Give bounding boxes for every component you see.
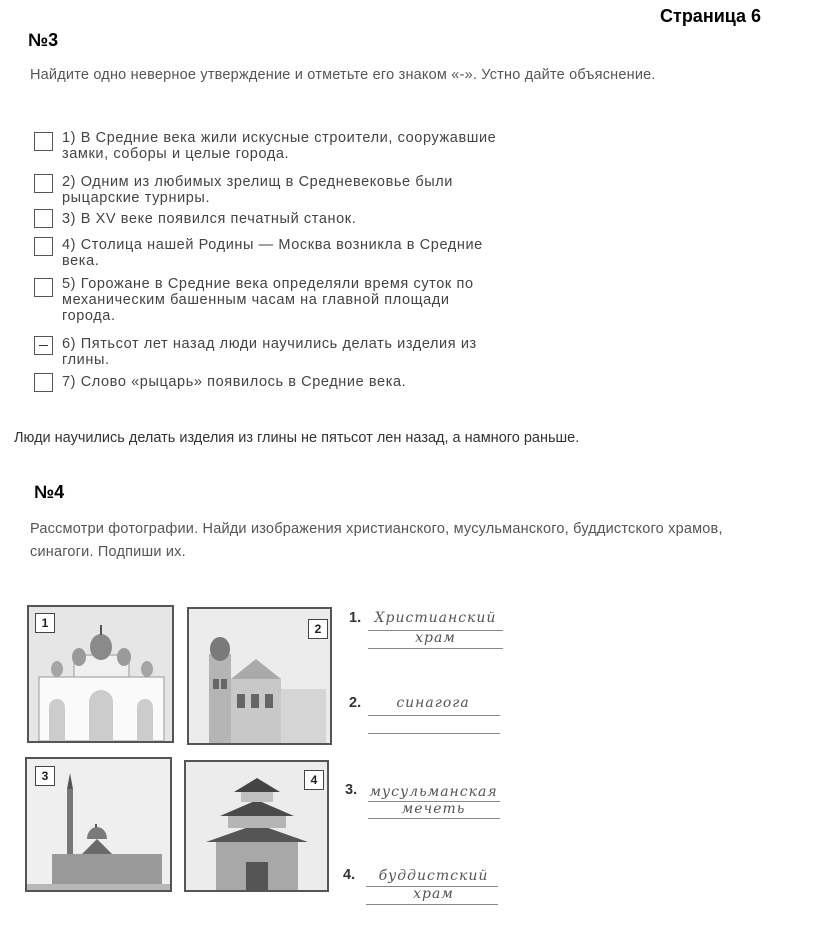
statement-text: 6) Пятьсот лет назад люди научились делать изделия из глины. <box>62 336 477 368</box>
answer-checkbox[interactable] <box>34 174 53 193</box>
task4-number: №4 <box>34 482 65 502</box>
statement-item <box>34 211 504 231</box>
photo-cathedral <box>27 605 174 743</box>
answer-number: 1. <box>349 610 362 626</box>
statement-text: 4) Столица нашей Родины — Москва возникла в Средние века. <box>62 237 483 269</box>
statement-item <box>34 276 504 328</box>
writing-line <box>368 648 503 649</box>
statement-text: 5) Горожане в Средние века определяли время суток по механическим башенным часам на главной площади города. <box>62 276 474 324</box>
answer-checkbox[interactable] <box>34 237 53 256</box>
statement-text: 3) В XV веке появился печатный станок. <box>62 211 357 227</box>
answer-number: 3. <box>345 782 358 798</box>
handwritten-answer: буддистский <box>378 868 489 884</box>
photo-buddhist-temple <box>184 760 329 892</box>
handwritten-answer: мечеть <box>401 801 466 817</box>
handwritten-answer: храм <box>415 630 456 646</box>
photo-mosque <box>25 757 172 892</box>
statement-text: 2) Одним из любимых зрелищ в Средневековье были рыцарские турниры. <box>62 174 454 206</box>
writing-line <box>368 733 500 734</box>
task4-instruction-line2: синагоги. Подпиши их. <box>30 544 186 560</box>
handwritten-answer: синагога <box>396 695 470 711</box>
answer-number: 4. <box>343 867 356 883</box>
photo-synagogue <box>187 607 332 745</box>
statement-item <box>34 237 504 273</box>
answer-checkbox[interactable] <box>34 373 53 392</box>
statement-text: 7) Слово «рыцарь» появилось в Средние века. <box>62 374 407 390</box>
task3-answer: Люди научились делать изделия из глины не пятьсот лен назад, а намного раньше. <box>14 430 580 446</box>
writing-line <box>368 818 500 819</box>
photo-number: 4 <box>304 770 324 790</box>
statement-text: 1) В Средние века жили искусные строители, сооружавшие замки, соборы и целые города. <box>62 130 497 162</box>
statement-item <box>34 174 504 210</box>
page-label: Страница 6 <box>660 6 762 26</box>
handwritten-answer: храм <box>413 886 454 902</box>
writing-line <box>368 715 500 716</box>
handwritten-answer: Христианский <box>374 610 497 626</box>
photo-number: 1 <box>35 613 55 633</box>
answer-checkbox[interactable] <box>34 209 53 228</box>
answer-checkbox[interactable] <box>34 132 53 151</box>
answer-checkbox[interactable] <box>34 278 53 297</box>
statement-item <box>34 336 504 372</box>
task4-instruction-line1: Рассмотри фотографии. Найди изображения христианского, мусульманского, буддистского храмов, <box>30 521 723 537</box>
photo-number: 2 <box>308 619 328 639</box>
answer-checkbox-marked[interactable] <box>34 336 53 355</box>
writing-line <box>366 904 498 905</box>
handwritten-answer: мусульманская <box>369 784 498 800</box>
statement-item <box>34 130 504 166</box>
photo-number: 3 <box>35 766 55 786</box>
statement-item <box>34 374 504 394</box>
task3-number: №3 <box>28 30 59 50</box>
answer-number: 2. <box>349 695 362 711</box>
task3-instruction: Найдите одно неверное утверждение и отметьте его знаком «-». Устно дайте объяснение. <box>30 67 656 83</box>
